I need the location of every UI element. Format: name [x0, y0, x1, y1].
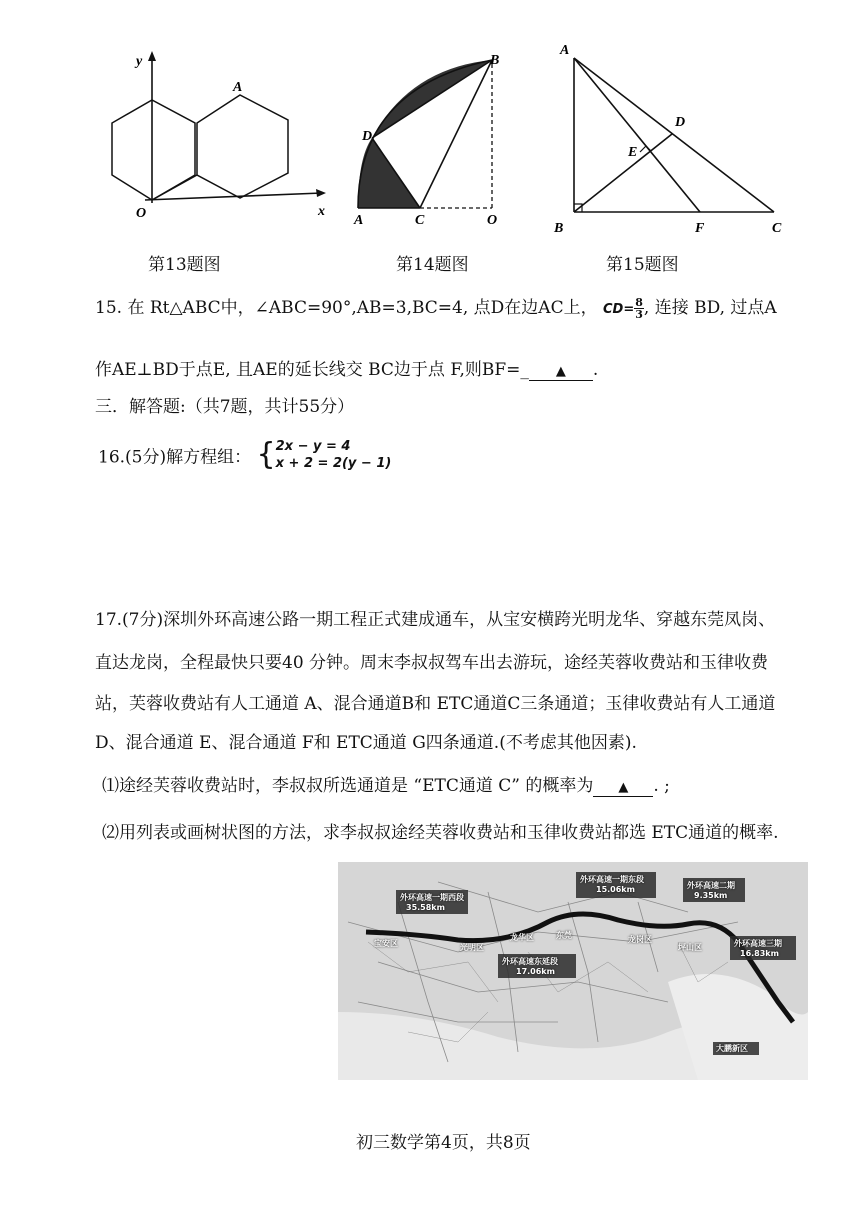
- section3-heading: 三．解答题:（共7题，共计55分）: [95, 397, 355, 417]
- map-label-center-km: 17.06km: [516, 967, 555, 976]
- map-label-right: 外环高速三期: [734, 939, 782, 948]
- fig13-label-o: O: [136, 206, 147, 221]
- fig15-label-f: F: [695, 221, 705, 236]
- q16-label: 16.(5分)解方程组：: [98, 447, 252, 468]
- q17-line4: D、混合通道 E、混合通道 F和 ETC通道 G四条通道.(不考虑其他因素).: [95, 733, 637, 753]
- fig14-label-o: O: [487, 213, 498, 228]
- fig15-label-b: B: [554, 221, 564, 236]
- q15-cd-label: CD=: [603, 302, 635, 317]
- fig14-label-c: C: [415, 213, 425, 228]
- fig15-label-e: E: [628, 145, 638, 160]
- map-label-dongguan: 东莞: [556, 931, 572, 940]
- fig15-label-a: A: [560, 43, 570, 58]
- q17-answer-blank[interactable]: [593, 778, 653, 797]
- q17-line2: 直达龙岗，全程最快只要40 分钟。周末李叔叔驾车出去游玩，途经芙蓉收费站和玉律收费: [95, 653, 769, 673]
- map-label-left-top-km: 35.58km: [406, 903, 445, 912]
- fig13-label-y: y: [136, 54, 143, 69]
- q15-line2-suffix: .: [592, 360, 599, 380]
- q17-part1-prefix: ⑴途经芙蓉收费站时，李叔叔所选通道是 “ETC通道 C” 的概率为: [102, 776, 594, 796]
- q16-eq2: x + 2 = 2(y − 1): [275, 456, 392, 471]
- map-label-top-right: 外环高速二期: [687, 881, 735, 890]
- fig14-label-d: D: [362, 129, 373, 144]
- map-label-top-center: 外环高速一期东段: [580, 875, 644, 884]
- fig15-caption: 第15题图: [606, 255, 679, 275]
- map-label-center: 外环高速东延段: [502, 957, 558, 966]
- q15-line2: [95, 355, 598, 381]
- fig13-label-a: A: [233, 80, 243, 95]
- q15-answer-blank[interactable]: [529, 362, 593, 381]
- figure-14: [350, 48, 510, 233]
- q16-system: [276, 438, 392, 472]
- q17-part1: [102, 771, 670, 797]
- map-label-longgang: 龙岗区: [628, 935, 652, 944]
- fig13-label-x: x: [318, 204, 325, 219]
- fig14-caption: 第14题图: [396, 255, 469, 275]
- fig15-label-d: D: [675, 115, 686, 130]
- q16-brace: {: [256, 437, 276, 472]
- fig13-caption: 第13题图: [148, 255, 221, 275]
- q15-text-part2: , 连接 BD, 过点A: [643, 298, 777, 318]
- map-label-top-center-km: 15.06km: [596, 885, 635, 894]
- figure-15: [552, 38, 792, 238]
- map-label-longhua: 龙华区: [510, 933, 534, 942]
- map-label-pingshan: 坪山区: [678, 943, 702, 952]
- figure-13: [100, 45, 330, 230]
- q17-blank-mark: ▲: [618, 780, 629, 795]
- map-label-right-km: 16.83km: [740, 949, 779, 958]
- fig15-label-c: C: [772, 221, 782, 236]
- q16: [98, 438, 391, 472]
- q17-line3: 站，芙蓉收费站有人工通道 A、混合通道B和 ETC通道C三条通道；玉律收费站有人工通道: [95, 694, 776, 714]
- q15-frac-den: 3: [635, 308, 643, 321]
- map-label-baoan: 宝安区: [374, 939, 398, 948]
- fig14-label-b: B: [490, 53, 500, 68]
- q15-frac-num: 8: [635, 296, 643, 309]
- map-label-dapeng: 大鹏新区: [716, 1044, 748, 1053]
- q15-blank-mark: ▲: [555, 364, 566, 379]
- map-label-guangming: 光明区: [460, 943, 484, 952]
- page-footer: 初三数学第4页，共8页: [356, 1133, 531, 1153]
- q15-line2-prefix: 作AE⊥BD于点E, 且AE的延长线交 BC边于点 F,则BF=_: [95, 360, 529, 380]
- q15-fraction: [634, 297, 644, 320]
- map-label-top-right-km: 9.35km: [694, 891, 728, 900]
- fig14-label-a: A: [354, 213, 364, 228]
- q17-part1-suffix: . ;: [653, 776, 670, 796]
- q15-line1: [95, 293, 777, 320]
- map-label-left-top: 外环高速一期西段: [400, 893, 464, 902]
- q17-part2: ⑵用列表或画树状图的方法，求李叔叔途经芙蓉收费站和玉律收费站都选 ETC通道的概率.: [102, 823, 779, 843]
- q17-line1: 17.(7分)深圳外环高速公路一期工程正式建成通车，从宝安横跨光明龙华、穿越东莞凤岗、: [95, 610, 776, 630]
- q15-text-part1: 15. 在 Rt△ABC中，∠ABC=90°,AB=3,BC=4, 点D在边AC上，: [95, 298, 598, 318]
- q16-eq1: 2x − y = 4: [275, 439, 351, 454]
- map-image: [338, 862, 808, 1080]
